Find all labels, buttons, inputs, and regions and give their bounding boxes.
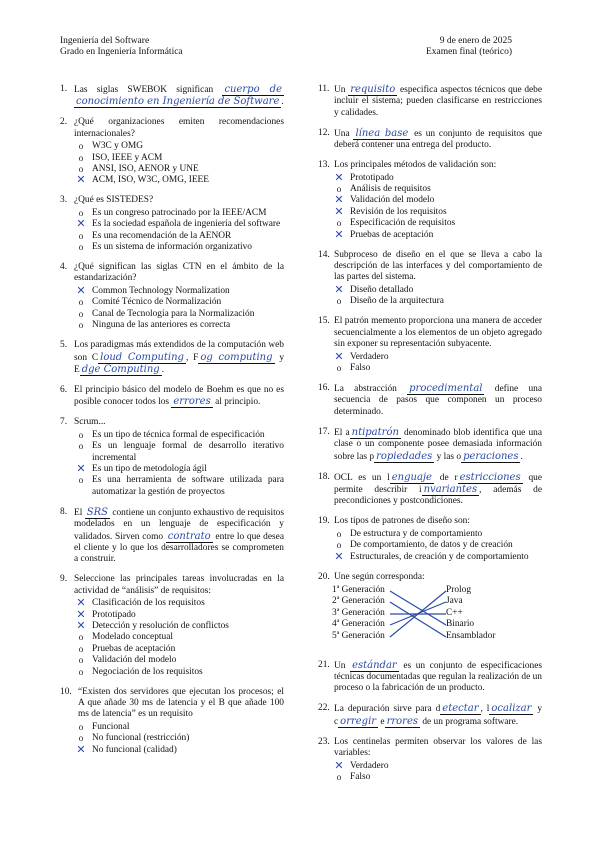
bullet-icon: o	[336, 362, 342, 373]
bullet-icon: o	[336, 296, 342, 307]
bullet-icon: o	[78, 666, 84, 677]
answer-q17c[interactable]: peraciones	[463, 450, 519, 462]
answer-q12[interactable]: línea base	[355, 127, 409, 139]
answer-q18b[interactable]: estricciones	[459, 471, 521, 483]
answer-q1b[interactable]: conocimiento en Ingeniería de Software	[76, 96, 280, 108]
cross-mark-icon: ✕	[76, 173, 86, 187]
bullet-icon: o	[78, 721, 84, 732]
question-6: 6. El principio básico del modelo de Boehm es que no es posible conocer todos los errores al principio.	[60, 384, 284, 408]
bullet-icon: o	[78, 141, 84, 152]
answer-q8b[interactable]: contrato	[167, 530, 211, 542]
question-9: 9. Seleccione las principales tareas involucradas en la actividad de “análisis” de requisitos: ✕ Clasificación de los requisitos ✕ Prototipado ✕ Detección y resolución de conflictos o Modelado conceptual o Pruebas de aceptación o Validación del modelo o Negociación de los requisitos	[60, 574, 284, 677]
cross-mark-icon: ✕	[76, 596, 86, 610]
option[interactable]: o Canal de Tecnología para la Normalización	[74, 309, 284, 320]
question-13: 13. Los principales métodos de validación son: ✕ Prototipado o Análisis de requisitos ✕ Validación del modelo ✕ Revisión de los requisitos o Especificación de requisitos ✕ Pruebas de aceptación	[318, 160, 542, 241]
option[interactable]: o ANSI, ISO, AENOR y UNE	[74, 164, 284, 175]
left-column	[60, 84, 284, 765]
header-right	[426, 36, 512, 58]
question-3: 3. ¿Qué es SISTEDES? o Es un congreso patrocinado por la IEEE/ACM ✕ Es la sociedad española de ingeniería del software o Es una recomendación de la AENOR o Es un sistema de información organizativo	[60, 195, 284, 253]
option-selected[interactable]: ✕ ACM, ISO, W3C, OMG, IEEE	[74, 175, 284, 186]
answer-q8a[interactable]: SRS	[86, 506, 108, 518]
option[interactable]: o Análisis de requisitos	[332, 184, 542, 195]
bullet-icon: o	[78, 308, 84, 319]
option[interactable]: o Falso	[332, 772, 542, 783]
option-selected[interactable]: ✕ Prototipado	[74, 610, 284, 621]
matching-lines	[388, 585, 448, 645]
option[interactable]: o Negociación de los requisitos	[74, 667, 284, 678]
question-2: 2. ¿Qué organizaciones emiten recomendaciones internacionales? o W3C y OMG o ISO, IEEE y ACM o ANSI, ISO, AENOR y UNE ✕ ACM, ISO, W3C, OMG, IEEE	[60, 117, 284, 187]
answer-q5b[interactable]: og computing	[200, 351, 273, 363]
option[interactable]: o Comité Técnico de Normalización	[74, 297, 284, 308]
question-8: 8. El SRS contiene un conjunto exhaustivo de requisitos modelados en un lenguaje de especificación y validados. Sirven como contrato entre lo que desea el cliente y lo que los desarrolladores se comprometen a construir.	[60, 506, 285, 565]
option[interactable]: o No funcional (restricción)	[74, 733, 284, 744]
bullet-icon: o	[78, 297, 84, 308]
answer-q22b[interactable]: ocalizar	[491, 703, 532, 715]
question-20: 20. Une según corresponda: 1ª Generación 2ª Generación 3ª Generación 4ª Generación 5ª Generación Prolog Java C++ Binario Ensamblador	[318, 572, 542, 651]
question-22: 22. La depuración sirve para d etectar , l ocalizar y c orregir e rrores de un programa software.	[318, 703, 543, 727]
generations-list	[332, 585, 385, 642]
question-16: 16. La abstracción procedimental define una secuencia de pasos que componen un proceso determinado.	[318, 382, 543, 417]
answer-q21[interactable]: estándar	[352, 659, 397, 671]
option[interactable]: o Es un tipo de técnica formal de especificación	[74, 430, 284, 441]
question-15: 15. El patrón memento proporciona una manera de acceder secuencialmente a los elementos de un objeto agregado sin exponer su representación subyacente. ✕ Verdadero o Falso	[318, 316, 542, 373]
question-14: 14. Subproceso de diseño en el que se lleva a cabo la descripción de las interfaces y del comportamiento de las partes del sistema. ✕ Diseño detallado o Diseño de la arquitectura	[318, 249, 542, 307]
option-selected[interactable]: ✕ Clasificación de los requisitos	[74, 598, 284, 609]
bullet-icon: o	[78, 441, 84, 452]
option-selected[interactable]: ✕ Revisión de los requisitos	[332, 207, 542, 218]
option-selected[interactable]: ✕ Es la sociedad española de ingeniería del software	[74, 219, 284, 230]
bullet-icon: o	[78, 475, 84, 486]
option[interactable]: o ISO, IEEE y ACM	[74, 153, 284, 164]
option-selected[interactable]: ✕ Detección y resolución de conflictos	[74, 621, 284, 632]
question-21: 21. Un estándar es un conjunto de especificaciones técnicas documentadas que regulan la realización de un proceso o la fabricación de un producto.	[318, 659, 543, 694]
cross-mark-icon: ✕	[334, 349, 344, 363]
answer-q17b[interactable]: ropiedades	[376, 450, 433, 462]
cross-mark-icon: ✕	[76, 283, 86, 297]
cross-mark-icon: ✕	[334, 282, 344, 296]
answer-q5c[interactable]: dge Computing	[81, 363, 160, 375]
cross-mark-icon: ✕	[334, 170, 344, 184]
option-selected[interactable]: ✕ Verdadero	[332, 352, 542, 363]
bullet-icon: o	[78, 733, 84, 744]
gen-4[interactable]: 4ª Generación	[332, 619, 385, 630]
question-10: 10. “Existen dos servidores que ejecutan los procesos; el A que añade 30 ms de latencia y el B que añade 100 ms de latencia” es un requisito o Funcional o No funcional (restricción) ✕ No funcional (calidad)	[60, 686, 284, 756]
option-selected[interactable]: ✕ Prototipado	[332, 173, 542, 184]
answer-q16[interactable]: procedimental	[409, 382, 483, 394]
option-selected[interactable]: ✕ Diseño detallado	[332, 285, 542, 296]
gen-5[interactable]: 5ª Generación	[332, 630, 385, 641]
cross-mark-icon: ✕	[334, 193, 344, 207]
question-4: 4. ¿Qué significan las siglas CTN en el ámbito de la estandarización? ✕ Common Technology Normalization o Comité Técnico de Normalización o Canal de Tecnología para la Normalización o Ninguna de las anteriores es correcta	[60, 262, 284, 331]
lang-ensamblador[interactable]: Ensamblador	[446, 630, 496, 641]
bullet-icon: o	[78, 230, 84, 241]
option-selected[interactable]: ✕ Common Technology Normalization	[74, 286, 284, 297]
question-11: 11. Un requisito especifica aspectos técnicos que debe incluir el sistema; pueden clasificarse en restricciones y calidades.	[318, 84, 543, 118]
degree-title: Grado en Ingeniería Informática	[60, 47, 183, 57]
cross-mark-icon: ✕	[334, 227, 344, 241]
bullet-icon: o	[336, 772, 342, 782]
option[interactable]: o Falso	[332, 363, 542, 374]
bullet-icon: o	[78, 242, 84, 253]
gen-1[interactable]: 1ª Generación	[332, 584, 385, 595]
option-selected[interactable]: ✕ No funcional (calidad)	[74, 745, 284, 756]
question-12: 12. Una línea base es un conjunto de requisitos que deberá contener una entrega del producto.	[318, 127, 543, 151]
question-17: 17. El a ntipatrón denominado blob identifica que una clase o un componente posee demasiada información sobre las p ropiedades y las o peraciones .	[318, 426, 543, 462]
answer-q17a[interactable]: ntipatrón	[351, 426, 399, 438]
option-selected[interactable]: ✕ Estructurales, de creación y de comportamiento	[332, 552, 542, 563]
bullet-icon: o	[78, 164, 84, 175]
option[interactable]: o W3C y OMG	[74, 141, 284, 152]
cross-mark-icon: ✕	[334, 758, 344, 772]
bullet-icon: o	[336, 540, 342, 551]
answer-q1a[interactable]: cuerpo de	[224, 84, 282, 95]
lang-cpp[interactable]: C++	[446, 607, 463, 618]
exam-type: Examen final (teórico)	[426, 47, 512, 57]
bullet-icon: o	[78, 643, 84, 654]
exam-date: 9 de enero de 2025	[439, 36, 512, 46]
cross-mark-icon: ✕	[76, 607, 86, 621]
bullet-icon: o	[78, 152, 84, 163]
question-5: 5. Los paradigmas más extendidos de la computación web son C loud Computing , F og computing y E dge Computing .	[60, 340, 285, 375]
header-left	[60, 36, 183, 58]
question-23: 23. Los centinelas permiten observar los valores de las variables: ✕ Verdadero o Falso	[318, 736, 542, 782]
bullet-icon: o	[78, 632, 84, 643]
option-selected[interactable]: ✕ Verdadero	[332, 761, 542, 772]
answer-q18a[interactable]: enguaje	[391, 471, 432, 483]
question-7: 7. Scrum... o Es un tipo de técnica formal de especificación o Es un lenguaje formal de desarrollo iterativo incremental ✕ Es un tipo de metodología ágil o Es una herramienta de software utilizada para automatizar la gestión de proyectos	[60, 417, 284, 497]
option[interactable]: o Diseño de la arquitectura	[332, 296, 542, 307]
option-selected[interactable]: ✕ Validación del modelo	[332, 195, 542, 206]
question-19: 19. Los tipos de patrones de diseño son: o De estructura y de comportamiento o De comportamiento, de datos y de creación ✕ Estructurales, de creación y de comportamiento	[318, 516, 542, 563]
right-column	[318, 84, 542, 792]
matching-exercise	[332, 585, 542, 651]
cross-mark-icon: ✕	[334, 204, 344, 218]
answer-q11[interactable]: requisito	[350, 84, 396, 95]
option[interactable]: o De comportamiento, de datos y de creación	[332, 540, 542, 551]
answer-q6[interactable]: errores	[173, 396, 211, 408]
bullet-icon: o	[336, 184, 342, 195]
answer-q18c[interactable]: nvariantes	[423, 483, 478, 495]
option[interactable]: o Es un sistema de información organizativo	[74, 242, 284, 253]
lang-java[interactable]: Java	[446, 596, 463, 607]
cross-mark-icon: ✕	[76, 461, 86, 475]
cross-mark-icon: ✕	[76, 742, 86, 756]
answer-q5a[interactable]: loud Computing	[100, 351, 184, 363]
lang-prolog[interactable]: Prolog	[446, 584, 472, 595]
cross-mark-icon: ✕	[76, 217, 86, 231]
option[interactable]: o Ninguna de las anteriores es correcta	[74, 320, 284, 331]
bullet-icon: o	[78, 429, 84, 440]
option[interactable]: o Es una recomendación de la AENOR	[74, 231, 284, 242]
lang-binario[interactable]: Binario	[446, 619, 475, 630]
option-selected[interactable]: ✕ Es un tipo de metodología ágil	[74, 464, 284, 475]
bullet-icon: o	[336, 218, 342, 229]
option-selected[interactable]: ✕ Pruebas de aceptación	[332, 230, 542, 241]
cross-mark-icon: ✕	[76, 619, 86, 632]
option[interactable]: o Validación del modelo	[74, 655, 284, 666]
bullet-icon: o	[78, 655, 84, 666]
question-18: 18. OCL es un l enguaje de r estricciones que permite describir i nvariantes , además de precondiciones y postcondiciones.	[318, 471, 542, 507]
gen-2[interactable]: 2ª Generación	[332, 596, 385, 607]
option[interactable]: o Funcional	[74, 722, 284, 733]
option[interactable]: o Es un lenguaje formal de desarrollo iterativo incremental	[74, 441, 284, 464]
cross-mark-icon: ✕	[334, 549, 344, 563]
gen-3[interactable]: 3ª Generación	[332, 607, 385, 618]
option[interactable]: o Modelado conceptual	[74, 632, 284, 643]
option[interactable]: o Es un congreso patrocinado por la IEEE/ACM	[74, 208, 284, 219]
answer-q22c[interactable]: orregir	[340, 715, 377, 727]
bullet-icon: o	[78, 320, 84, 331]
answer-q22a[interactable]: etectar	[442, 703, 479, 715]
bullet-icon: o	[78, 207, 84, 218]
option[interactable]: o Especificación de requisitos	[332, 218, 542, 229]
answer-q22d[interactable]: rrores	[386, 715, 418, 727]
question-1: 1. Las siglas SWEBOK significan cuerpo de conocimiento en Ingeniería de Software .	[60, 84, 284, 108]
option[interactable]: o De estructura y de comportamiento	[332, 529, 542, 540]
languages-list	[446, 585, 495, 642]
bullet-icon: o	[336, 528, 342, 539]
option[interactable]: o Pruebas de aceptación	[74, 644, 284, 655]
option[interactable]: o Es una herramienta de software utilizada para automatizar la gestión de proyectos	[74, 475, 284, 498]
subject-title: Ingeniería del Software	[60, 36, 150, 46]
